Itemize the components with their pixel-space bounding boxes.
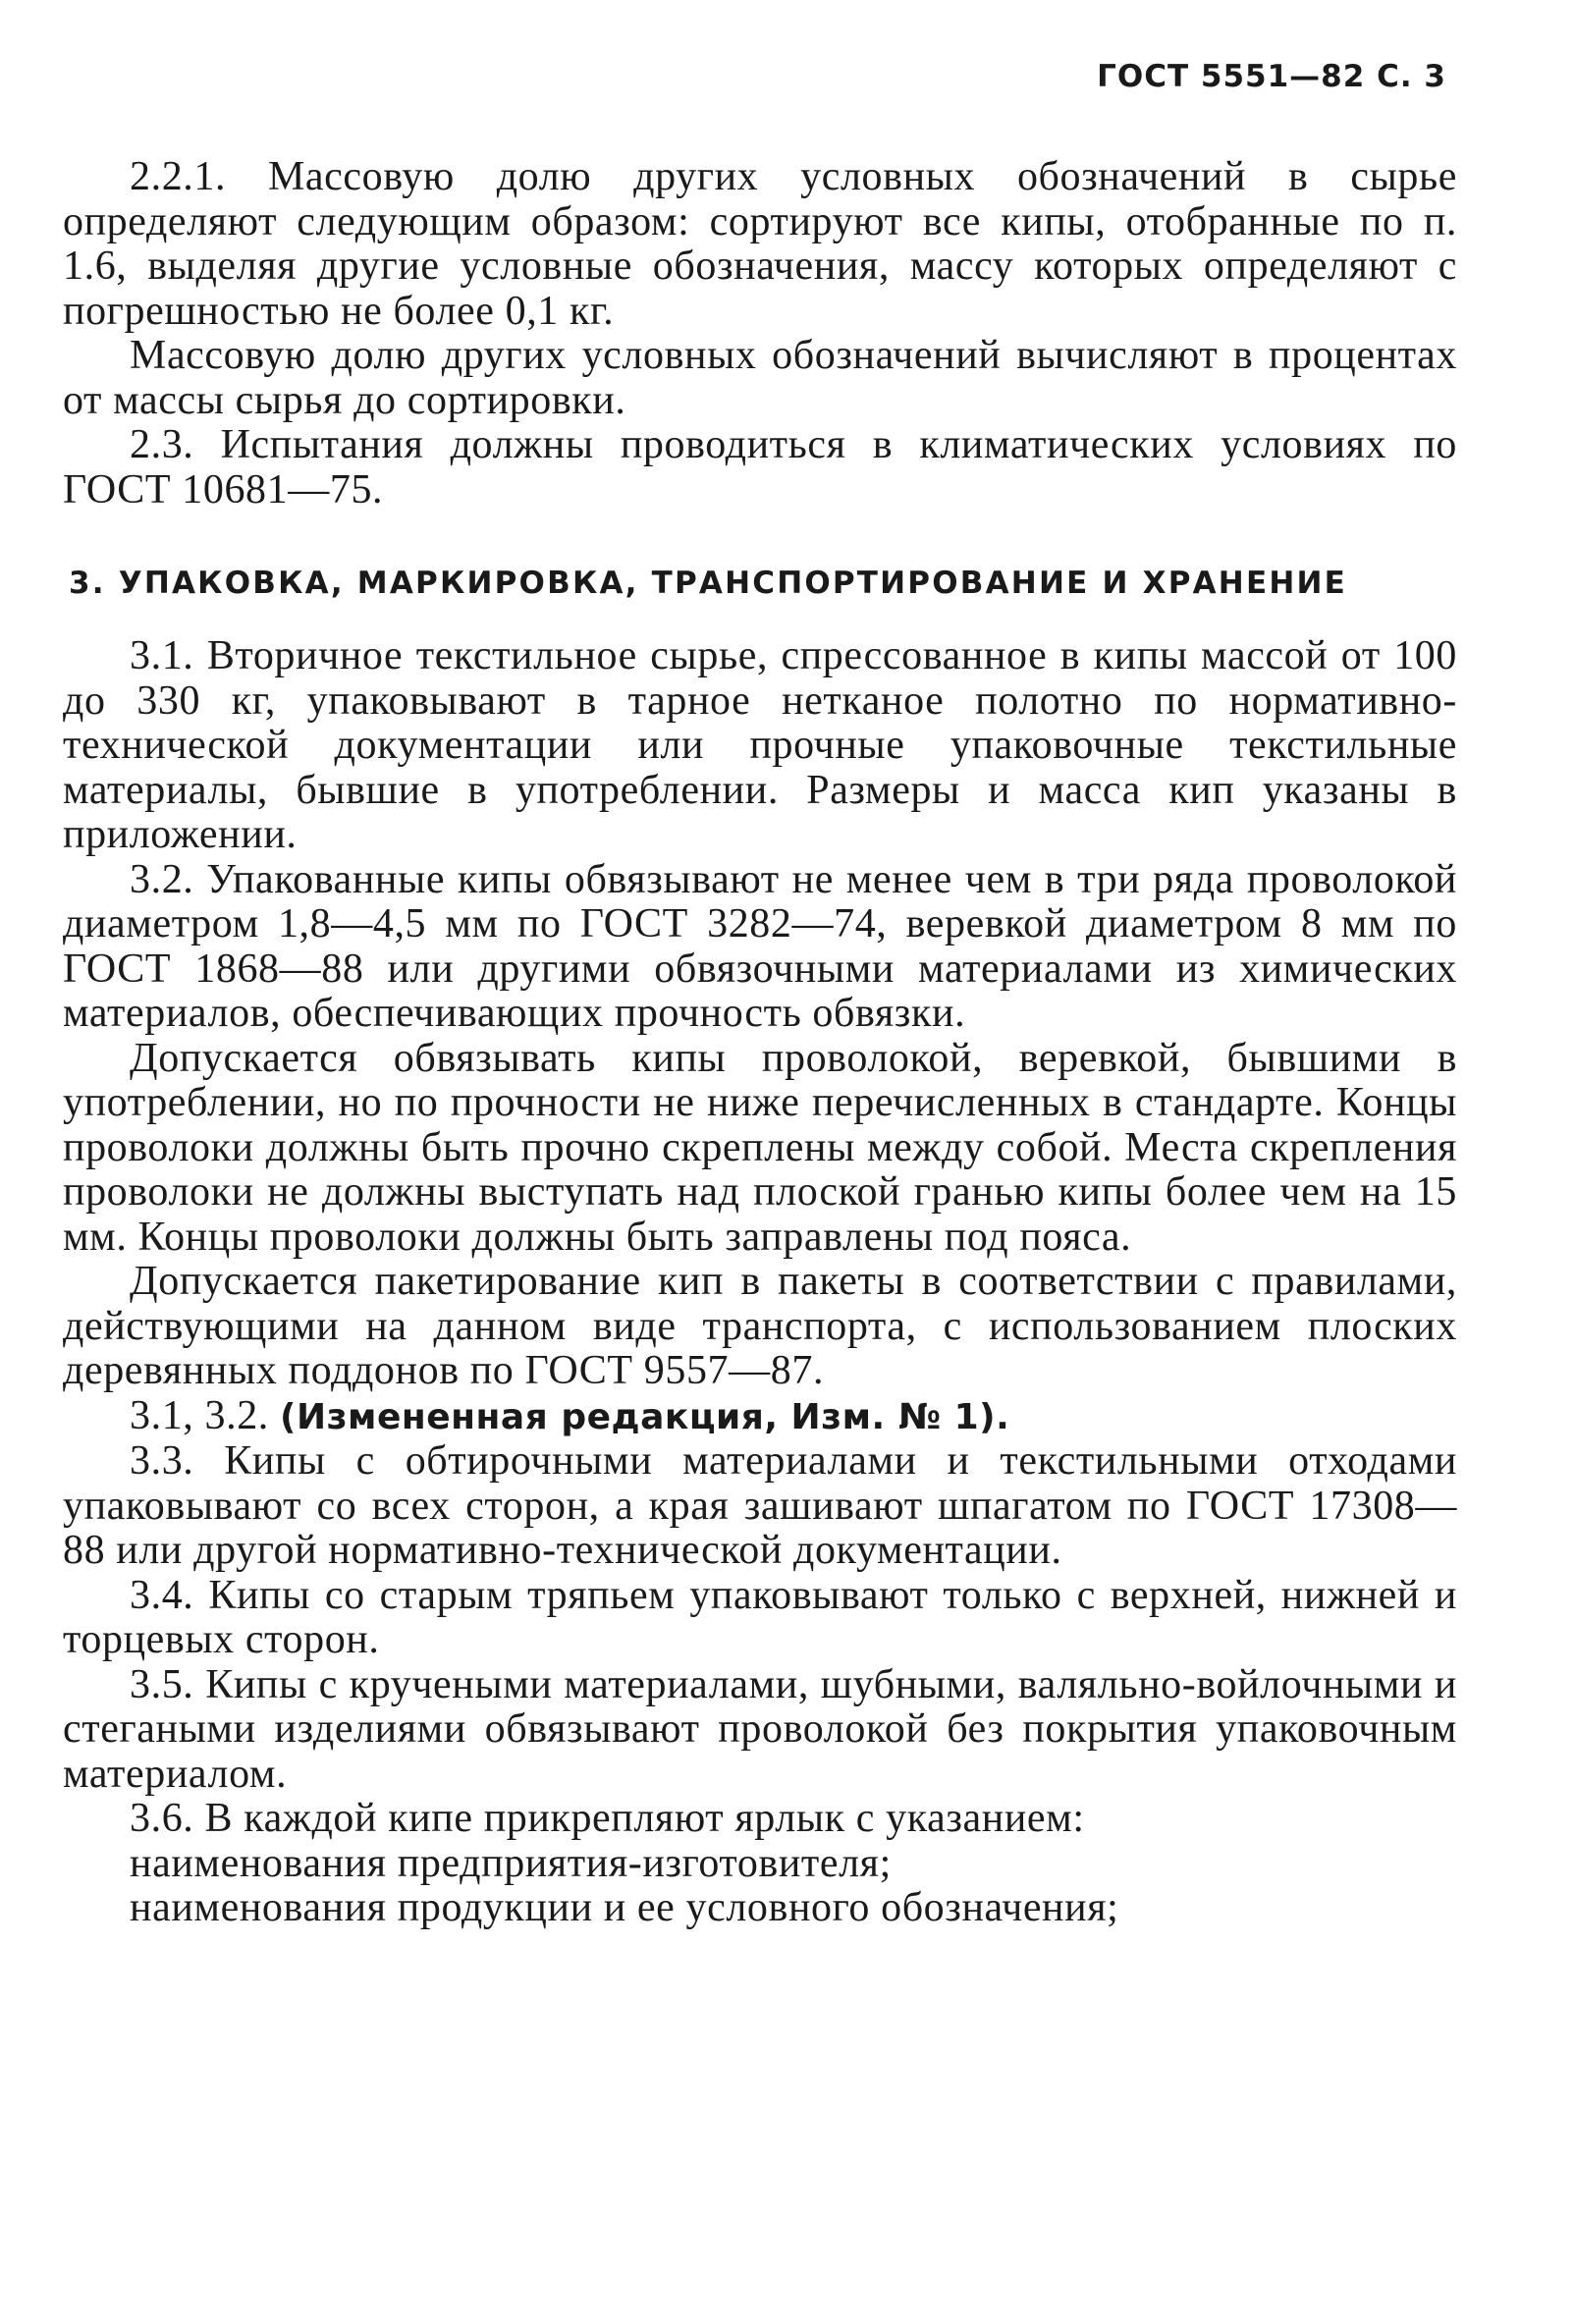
amendment-reference: 3.1, 3.2.	[130, 1392, 269, 1438]
paragraph-3-2-continued: Допускается обвязывать кипы проволокой, веревкой, бывшими в употреблении, но по прочности не ниже перечисленных в стандарте. Концы проволоки должны быть прочно скреплены между собой. Места скрепления проволоки не должны выступать над плоской гранью кипы более чем на 15 мм. Концы проволоки должны быть заправлены под пояса.	[63, 1035, 1457, 1260]
paragraph-2-2-1: 2.2.1. Массовую долю других условных обозначений в сырье определяют следующим образом: сортируют все кипы, отобранные по п. 1.6, выделяя другие условные обозначения, массу которых определяют с погрешностью не более 0,1 кг.	[63, 154, 1457, 334]
amendment-text: (Измененная редакция, Изм. № 1).	[280, 1396, 1010, 1437]
paragraph-2-2-1-continued: Массовую долю других условных обозначений вычисляют в процентах от массы сырья до сортировки.	[63, 333, 1457, 423]
paragraph-3-2: 3.2. Упакованные кипы обвязывают не менее чем в три ряда проволокой диаметром 1,8—4,5 мм по ГОСТ 3282—74, веревкой диаметром 8 мм по ГОСТ 1868—88 или другими обвязочными материалами из химических материалов, обеспечивающих прочность обвязки.	[63, 856, 1457, 1036]
paragraph-3-6: 3.6. В каждой кипе прикрепляют ярлык с указанием:	[130, 1796, 1085, 1841]
amendment-note	[63, 1394, 1457, 1440]
document-body	[63, 155, 1457, 1931]
paragraph-3-1: 3.1. Вторичное текстильное сырье, спрессованное в кипы массой от 100 до 330 кг, упаковывают в тарное нетканое полотно по нормативно-технической документации или прочные упаковочные текстильные материалы, бывшие в употреблении. Размеры и масса кип указаны в приложении.	[63, 633, 1457, 857]
paragraph-3-3: 3.3. Кипы с обтирочными материалами и текстильными отходами упаковывают со всех сторон, а края зашивают шпагатом по ГОСТ 17308—88 или другой нормативно-технической документации.	[63, 1438, 1457, 1573]
list-item: наименования продукции и ее условного обозначения;	[130, 1885, 1119, 1930]
paragraph-2-3: 2.3. Испытания должны проводиться в климатических условиях по ГОСТ 10681—75.	[63, 422, 1457, 513]
running-head: ГОСТ 5551—82 С. 3	[1097, 59, 1446, 94]
paragraph-3-5: 3.5. Кипы с кручеными материалами, шубными, валяльно-войлочными и стегаными изделиями обвязывают проволокой без покрытия упаковочным материалом.	[63, 1661, 1457, 1797]
paragraph-3-2-packaging: Допускается пакетирование кип в пакеты в соответствии с правилами, действующими на данном виде транспорта, с использованием плоских деревянных поддонов по ГОСТ 9557—87.	[63, 1259, 1457, 1393]
section-3-title: 3. УПАКОВКА, МАРКИРОВКА, ТРАНСПОРТИРОВАНИЕ И ХРАНЕНИЕ	[69, 566, 1347, 601]
list-item: наименования предприятия-изготовителя;	[130, 1840, 892, 1886]
paragraph-3-4: 3.4. Кипы со старым тряпьем упаковывают только с верхней, нижней и торцевых сторон.	[63, 1572, 1457, 1662]
